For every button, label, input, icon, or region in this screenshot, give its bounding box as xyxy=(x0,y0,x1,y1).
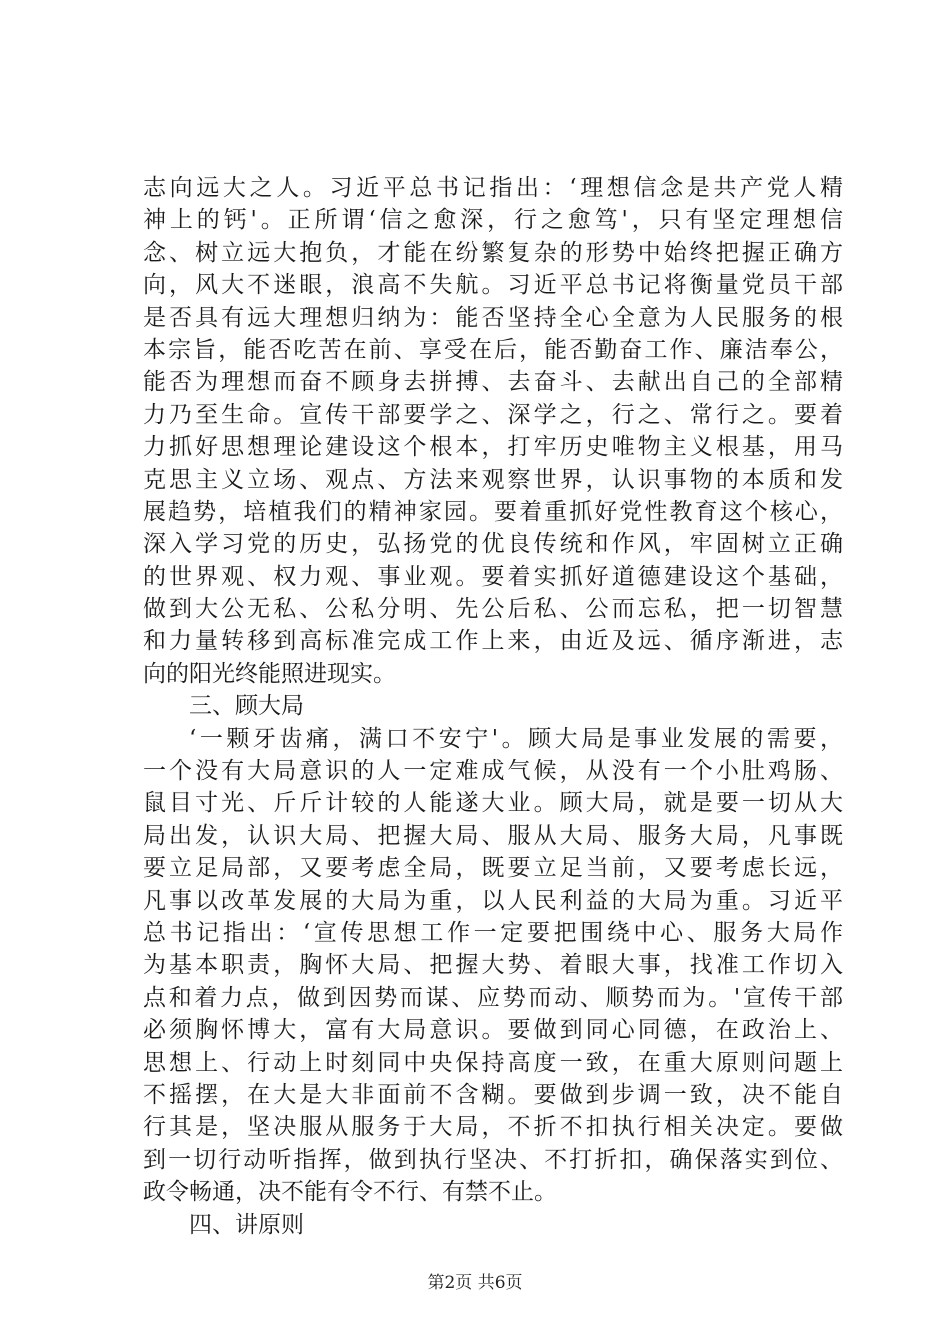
paragraph-big-picture xyxy=(143,723,843,1209)
text-line: 神上的钙'。正所谓‘信之愈深，行之愈笃'，只有坚定理想信 xyxy=(143,207,843,234)
text-line: 向，风大不迷眼，浪高不失航。习近平总书记将衡量党员干部 xyxy=(143,272,843,299)
text-line: 为基本职责，胸怀大局、把握大势、着眼大事，找准工作切入 xyxy=(143,952,843,979)
text-line: 思想上、行动上时刻同中央保持高度一致，在重大原则问题上 xyxy=(143,1049,843,1076)
section-heading: 四、讲原则 xyxy=(189,1211,304,1238)
text-line: 志向远大之人。习近平总书记指出：‘理想信念是共产党人精 xyxy=(143,175,843,201)
paragraph-ideals xyxy=(143,172,843,690)
text-line: 必须胸怀博大，富有大局意识。要做到同心同德，在政治上、 xyxy=(143,1017,843,1044)
text-line: 的世界观、权力观、事业观。要着实抓好道德建设这个基础， xyxy=(143,563,843,590)
text-line: 是否具有远大理想归纳为：能否坚持全心全意为人民服务的根 xyxy=(143,304,843,331)
page-footer xyxy=(0,1272,950,1294)
text-line: 展趋势，培植我们的精神家园。要着重抓好党性教育这个核心， xyxy=(143,498,843,525)
text-line: 点和着力点，做到因势而谋、应势而动、顺势而为。'宣传干部 xyxy=(143,984,843,1011)
text-line: 凡事以改革发展的大局为重，以人民利益的大局为重。习近平 xyxy=(143,887,843,914)
text-line: 不摇摆，在大是大非面前不含糊。要做到步调一致，决不能自 xyxy=(143,1081,843,1108)
text-line: 要立足局部，又要考虑全局，既要立足当前，又要考虑长远， xyxy=(143,855,843,882)
text-line: 克思主义立场、观点、方法来观察世界，认识事物的本质和发 xyxy=(143,466,843,493)
text-line: 总书记指出：‘宣传思想工作一定要把围绕中心、服务大局作 xyxy=(143,919,843,946)
text-line: 力乃至生命。宣传干部要学之、深学之，行之、常行之。要着 xyxy=(143,401,843,428)
section-heading: 三、顾大局 xyxy=(189,693,304,720)
text-line: 深入学习党的历史，弘扬党的优良传统和作风，牢固树立正确 xyxy=(143,531,843,558)
text-line: 一个没有大局意识的人一定难成气候，从没有一个小肚鸡肠、 xyxy=(143,758,843,785)
text-line: 行其是，坚决服从服务于大局，不折不扣执行相关决定。要做 xyxy=(143,1114,843,1141)
text-line: 局出发，认识大局、把握大局、服从大局、服务大局，凡事既 xyxy=(143,822,843,849)
text-line: 和力量转移到高标准完成工作上来，由近及远、循序渐进，志 xyxy=(143,628,843,655)
text-line: 到一切行动听指挥，做到执行坚决、不打折扣，确保落实到位、 xyxy=(143,1146,843,1173)
text-line: 鼠目寸光、斤斤计较的人能遂大业。顾大局，就是要一切从大 xyxy=(143,790,843,817)
text-line: 向的阳光终能照进现实。 xyxy=(143,660,396,687)
text-line: 做到大公无私、公私分明、先公后私、公而忘私，把一切智慧 xyxy=(143,596,843,623)
text-line: 力抓好思想理论建设这个根本，打牢历史唯物主义根基，用马 xyxy=(143,434,843,461)
text-line: 念、树立远大抱负，才能在纷繁复杂的形势中始终把握正确方 xyxy=(143,239,843,266)
text-line: ‘一颗牙齿痛，满口不安宁'。顾大局是事业发展的需要， xyxy=(189,725,843,752)
text-line: 能否为理想而奋不顾身去拼搏、去奋斗、去献出自己的全部精 xyxy=(143,369,843,396)
document-body xyxy=(143,172,843,1241)
text-line: 政令畅通，决不能有令不行、有禁不止。 xyxy=(143,1179,557,1206)
text-line: 本宗旨，能否吃苦在前、享受在后，能否勤奋工作、廉洁奉公， xyxy=(143,336,843,363)
page-number: 第2页 共6页 xyxy=(427,1273,523,1293)
